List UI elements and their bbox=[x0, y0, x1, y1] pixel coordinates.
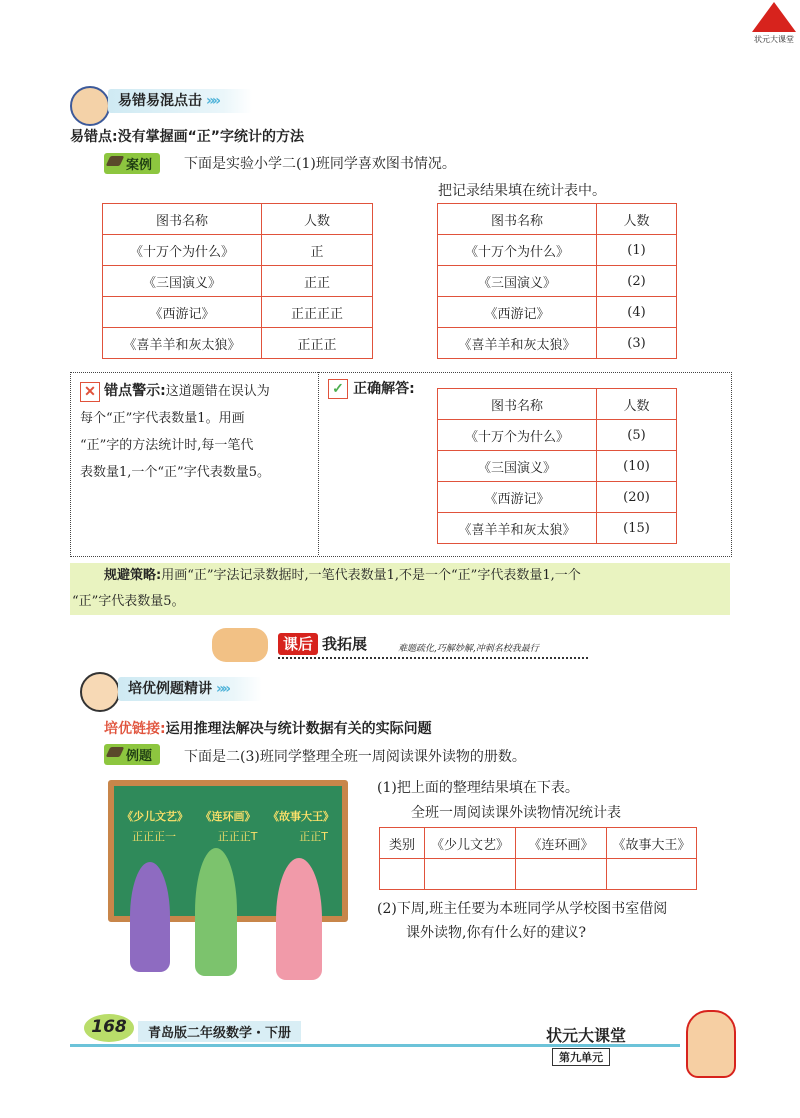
correct-label: 正确解答: bbox=[353, 381, 415, 397]
cross-icon: ✕ bbox=[80, 382, 100, 402]
student-figure-icon bbox=[130, 862, 170, 972]
pencil-icon bbox=[106, 747, 125, 757]
correct-label-line bbox=[328, 378, 415, 399]
table-cell: 正正正正 bbox=[262, 297, 373, 328]
instruction-text: 把记录结果填在统计表中。 bbox=[438, 183, 606, 199]
table-header: 图书名称 bbox=[438, 389, 597, 420]
table-cell: (20) bbox=[597, 482, 677, 513]
board-mark: 正正T bbox=[299, 830, 328, 843]
table-cell[interactable] bbox=[425, 859, 516, 890]
warning-line: 这道题错在误认为 bbox=[165, 384, 270, 399]
table-header: 类别 bbox=[380, 828, 425, 859]
scholar-mascot-icon bbox=[686, 1010, 736, 1078]
chevron-right-icon: »» bbox=[206, 93, 219, 109]
extension-title bbox=[278, 633, 367, 654]
table-row bbox=[438, 451, 677, 482]
book-title: 青岛版二年级数学・下册 bbox=[138, 1021, 301, 1042]
board-marks bbox=[132, 828, 328, 844]
strategy-bar bbox=[70, 563, 730, 615]
table-header: 《连环画》 bbox=[516, 828, 607, 859]
strategy-label: 规避策略: bbox=[104, 568, 162, 583]
strategy-line: “正”字代表数量5。 bbox=[72, 594, 185, 609]
table-header: 人数 bbox=[597, 204, 677, 235]
question-2-line: (2)下周,班主任要为本班同学从学校图书室借阅 bbox=[377, 901, 668, 917]
footer-unit: 第九单元 bbox=[552, 1048, 610, 1066]
table-row bbox=[103, 297, 373, 328]
banner-label: 易错易混点击 bbox=[118, 93, 202, 109]
board-titles bbox=[122, 808, 334, 824]
section-banner-mistakes bbox=[108, 89, 252, 113]
table-cell: 《喜羊羊和灰太狼》 bbox=[438, 513, 597, 544]
board-title: 《故事大王》 bbox=[268, 810, 334, 823]
check-icon: ✓ bbox=[328, 379, 348, 399]
table-row bbox=[438, 235, 677, 266]
table-cell: (5) bbox=[597, 420, 677, 451]
table-cell: (10) bbox=[597, 451, 677, 482]
box-divider bbox=[318, 372, 319, 555]
table-cell: 《喜羊羊和灰太狼》 bbox=[438, 328, 597, 359]
board-title: 《连环画》 bbox=[200, 810, 256, 823]
table-cell[interactable] bbox=[607, 859, 697, 890]
table-cell: 正正 bbox=[262, 266, 373, 297]
mistake-point-text: 没有掌握画“正”字统计的方法 bbox=[117, 129, 305, 145]
table-header: 人数 bbox=[262, 204, 373, 235]
table-header: 图书名称 bbox=[103, 204, 262, 235]
table-cell: 正 bbox=[262, 235, 373, 266]
table-correct bbox=[437, 388, 677, 544]
table-row bbox=[103, 266, 373, 297]
table-row bbox=[438, 482, 677, 513]
table-cell: (2) bbox=[597, 266, 677, 297]
table-cell: 《十万个为什么》 bbox=[438, 235, 597, 266]
table-right bbox=[437, 203, 677, 359]
table-cell: 《喜羊羊和灰太狼》 bbox=[103, 328, 262, 359]
table-row bbox=[438, 420, 677, 451]
table-cell[interactable] bbox=[516, 859, 607, 890]
banner-label: 培优例题精讲 bbox=[128, 681, 212, 697]
table-left bbox=[102, 203, 373, 359]
page-number: 168 bbox=[91, 1017, 127, 1037]
table-header: 《故事大王》 bbox=[607, 828, 697, 859]
table-cell: 《西游记》 bbox=[438, 297, 597, 328]
table-cell: 正正正 bbox=[262, 328, 373, 359]
stats-table bbox=[379, 827, 697, 890]
table-cell[interactable] bbox=[380, 859, 425, 890]
table-row bbox=[438, 266, 677, 297]
example-tag bbox=[104, 744, 160, 765]
pencil-icon bbox=[106, 156, 125, 166]
link-text: 运用推理法解决与统计数据有关的实际问题 bbox=[165, 721, 432, 737]
table-header: 图书名称 bbox=[438, 204, 597, 235]
kids-reading-icon bbox=[212, 628, 268, 662]
extension-title-b: 我拓展 bbox=[322, 635, 368, 653]
chevron-right-icon: »» bbox=[216, 681, 229, 697]
table-header: 《少儿文艺》 bbox=[425, 828, 516, 859]
student-figure-icon bbox=[195, 848, 237, 976]
case-tag-label: 案例 bbox=[126, 158, 153, 173]
link-line bbox=[104, 718, 432, 738]
question-1: (1)把上面的整理结果填在下表。 bbox=[377, 780, 579, 796]
student-figure-icon bbox=[276, 858, 322, 980]
brand-logo-icon bbox=[752, 2, 796, 32]
student-mascot-icon bbox=[80, 672, 120, 712]
warning-label: 错点警示: bbox=[104, 383, 166, 399]
table-cell: 《三国演义》 bbox=[438, 266, 597, 297]
table-cell: (1) bbox=[597, 235, 677, 266]
table-row bbox=[438, 297, 677, 328]
example-text: 下面是二(3)班同学整理全班一周阅读课外读物的册数。 bbox=[184, 749, 526, 765]
table-cell: 《三国演义》 bbox=[103, 266, 262, 297]
mistake-point-label: 易错点: bbox=[70, 129, 118, 145]
board-mark: 正正正T bbox=[217, 830, 258, 843]
board-mark: 正正正一 bbox=[132, 830, 176, 843]
stats-table-title: 全班一周阅读课外读物情况统计表 bbox=[411, 805, 621, 821]
table-cell: (3) bbox=[597, 328, 677, 359]
table-row bbox=[380, 859, 697, 890]
extension-underline bbox=[278, 657, 588, 659]
table-row bbox=[438, 513, 677, 544]
section-banner-advanced bbox=[118, 677, 262, 701]
teacher-mascot-icon bbox=[70, 86, 110, 126]
table-cell: 《三国演义》 bbox=[438, 451, 597, 482]
case-text: 下面是实验小学二(1)班同学喜欢图书情况。 bbox=[184, 156, 456, 172]
question-2-line: 课外读物,你有什么好的建议? bbox=[406, 925, 586, 941]
table-cell: (4) bbox=[597, 297, 677, 328]
warning-text-block bbox=[80, 378, 310, 486]
example-tag-label: 例题 bbox=[126, 749, 153, 764]
table-row bbox=[103, 328, 373, 359]
board-title: 《少儿文艺》 bbox=[122, 810, 188, 823]
table-cell: 《十万个为什么》 bbox=[103, 235, 262, 266]
table-cell: (15) bbox=[597, 513, 677, 544]
extension-title-a: 课后 bbox=[278, 633, 318, 655]
brand-logo-text: 状元大课堂 bbox=[754, 35, 794, 44]
footer-brand: 状元大课堂 bbox=[546, 1026, 627, 1045]
link-label: 培优链接: bbox=[104, 721, 166, 737]
extension-slogan: 难题疏化,巧解妙解,冲刺名校我最行 bbox=[398, 644, 539, 654]
warning-line: 表数量1,一个“正”字代表数量5。 bbox=[80, 465, 270, 480]
table-cell: 《十万个为什么》 bbox=[438, 420, 597, 451]
case-tag bbox=[104, 153, 160, 174]
table-row bbox=[103, 235, 373, 266]
table-header: 人数 bbox=[597, 389, 677, 420]
table-cell: 《西游记》 bbox=[438, 482, 597, 513]
table-cell: 《西游记》 bbox=[103, 297, 262, 328]
table-row bbox=[438, 328, 677, 359]
strategy-line: 用画“正”字法记录数据时,一笔代表数量1,不是一个“正”字代表数量1,一个 bbox=[161, 568, 581, 583]
warning-line: 每个“正”字代表数量1。用画 bbox=[80, 411, 245, 426]
mistake-point-line bbox=[70, 126, 304, 146]
warning-line: “正”字的方法统计时,每一笔代 bbox=[80, 438, 254, 453]
